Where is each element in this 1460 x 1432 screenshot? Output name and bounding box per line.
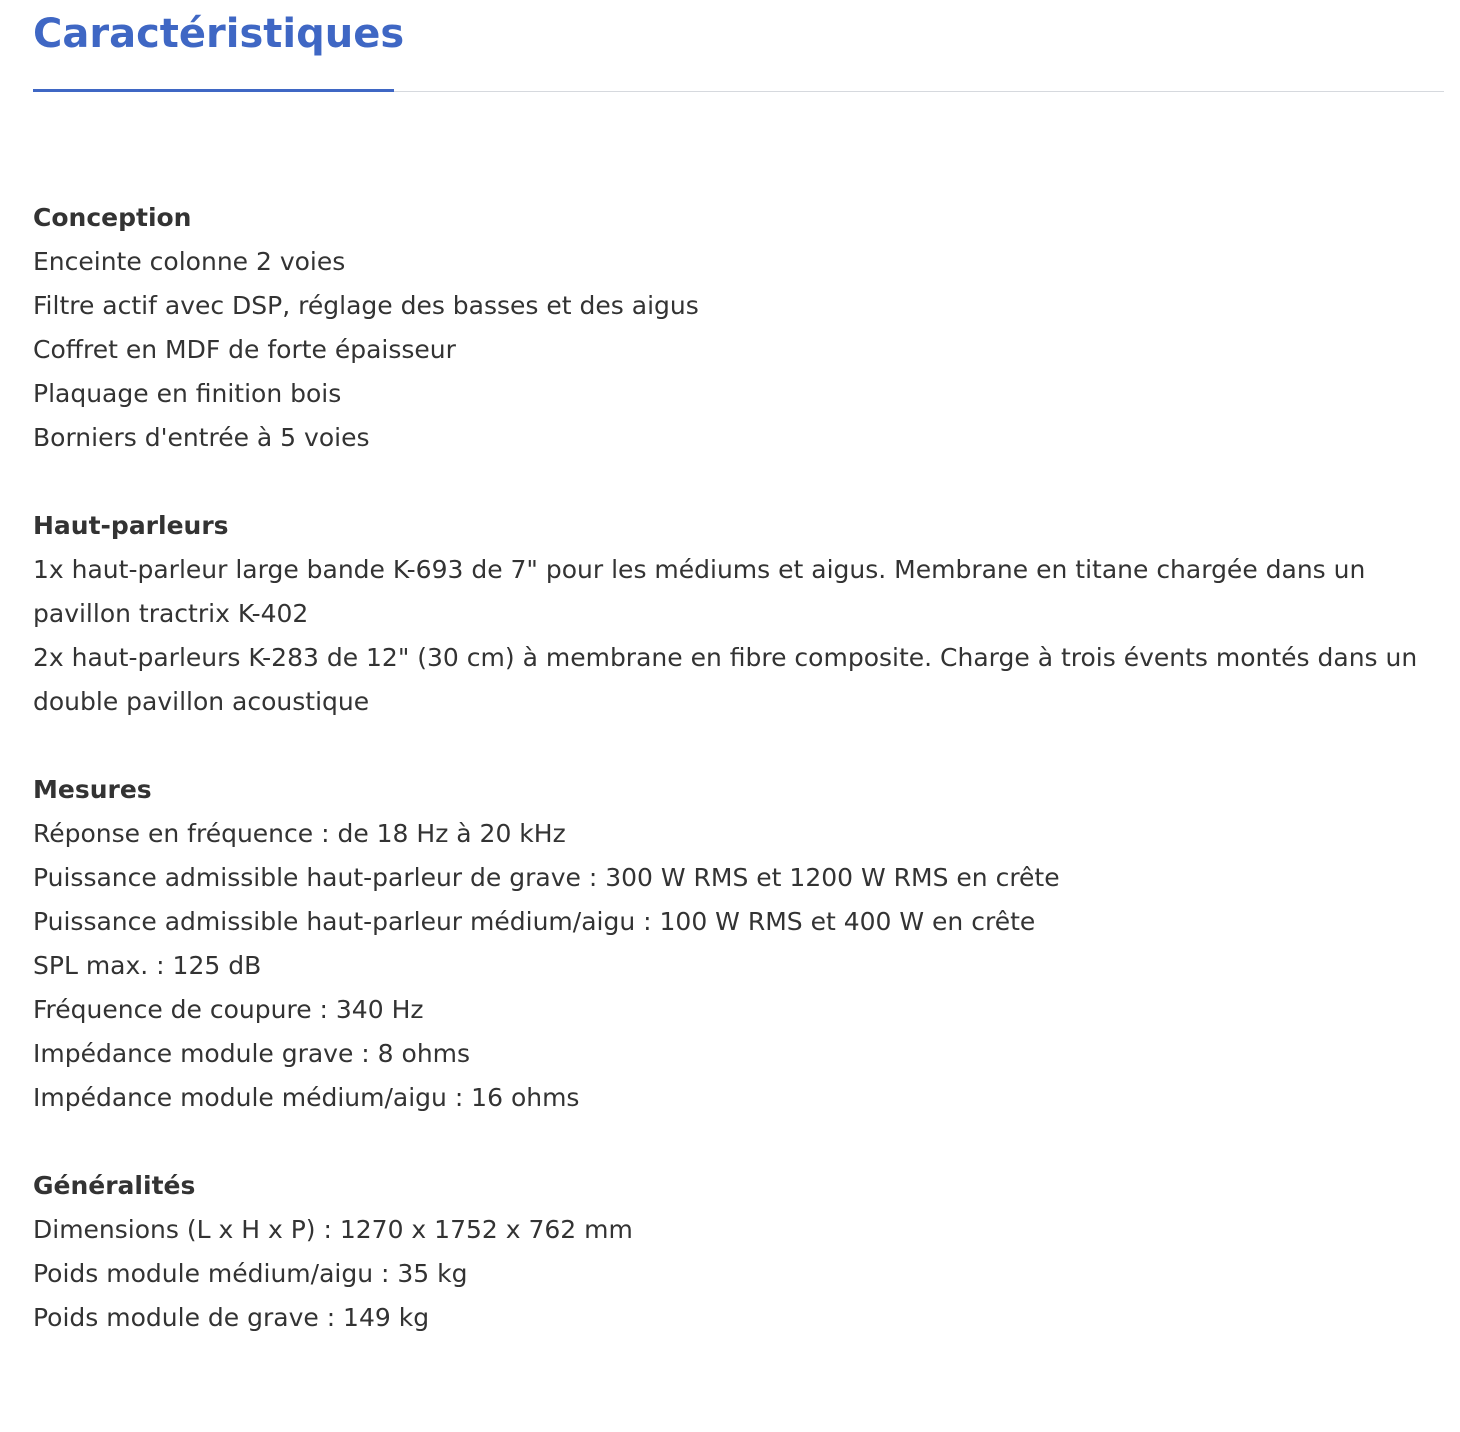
spec-line: Filtre actif avec DSP, réglage des basses et des aigus — [33, 291, 699, 320]
section-generalites — [33, 1164, 1433, 1340]
active-tab-indicator — [33, 89, 394, 92]
spec-line: Puissance admissible haut-parleur de grave : 300 W RMS et 1200 W RMS en crête — [33, 863, 1060, 892]
spec-line: Poids module de grave : 149 kg — [33, 1303, 430, 1332]
spec-line: Coffret en MDF de forte épaisseur — [33, 335, 456, 364]
spec-line: Impédance module médium/aigu : 16 ohms — [33, 1083, 580, 1112]
tab-caracteristiques[interactable]: Caractéristiques — [33, 11, 405, 57]
spec-line: Puissance admissible haut-parleur médium/aigu : 100 W RMS et 400 W en crête — [33, 907, 1036, 936]
spec-line: Dimensions (L x H x P) : 1270 x 1752 x 762 mm — [33, 1215, 633, 1244]
spec-line: Enceinte colonne 2 voies — [33, 247, 346, 276]
section-mesures — [33, 768, 1433, 1120]
section-haut-parleurs — [33, 504, 1433, 724]
specifications-content — [33, 196, 1433, 1384]
spec-line: Plaquage en finition bois — [33, 379, 342, 408]
spec-line: Impédance module grave : 8 ohms — [33, 1039, 471, 1068]
section-title: Généralités — [33, 1171, 196, 1200]
spec-line: Réponse en fréquence : de 18 Hz à 20 kHz — [33, 819, 566, 848]
section-title: Conception — [33, 203, 192, 232]
spec-line: 2x haut-parleurs K-283 de 12" (30 cm) à membrane en fibre composite. Charge à trois évents montés dans un double pavillon acoustique — [33, 643, 1418, 716]
spec-line: SPL max. : 125 dB — [33, 951, 262, 980]
section-title: Mesures — [33, 775, 152, 804]
section-conception — [33, 196, 1433, 460]
spec-line: Poids module médium/aigu : 35 kg — [33, 1259, 468, 1288]
spec-line: Borniers d'entrée à 5 voies — [33, 423, 370, 452]
tab-header — [33, 0, 1444, 92]
spec-line: 1x haut-parleur large bande K-693 de 7" pour les médiums et aigus. Membrane en titane chargée dans un pavillon tractrix K-402 — [33, 555, 1366, 628]
section-title: Haut-parleurs — [33, 511, 229, 540]
spec-line: Fréquence de coupure : 340 Hz — [33, 995, 424, 1024]
